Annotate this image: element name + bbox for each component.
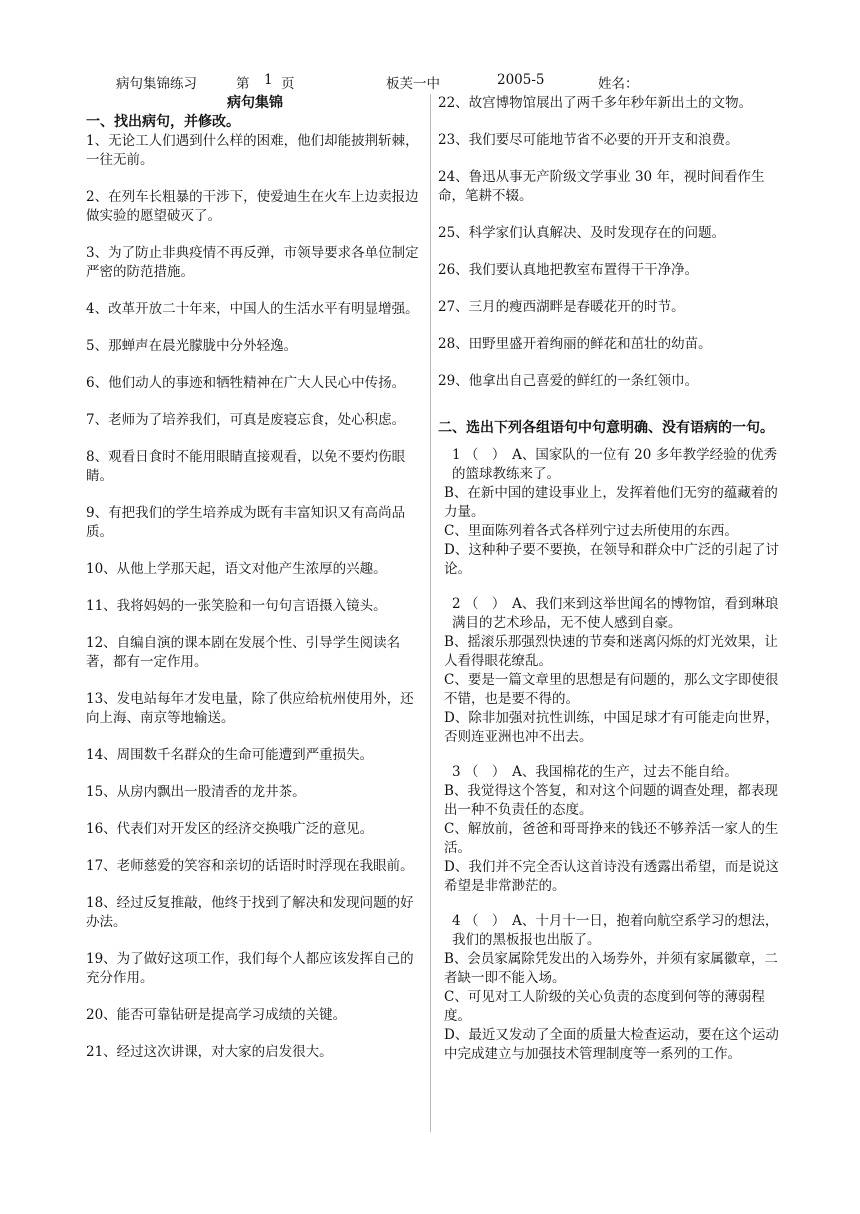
question-item: 20、能否可靠钻研是提高学习成绩的关键。 — [86, 1007, 347, 1023]
mcq-option-c: C、里面陈列着各式各样列宁过去所使用的东西。 — [444, 523, 738, 539]
question-item: 13、发电站每年才发电量，除了供应给杭州使用外，还向上海、南京等地输送。 — [86, 691, 414, 726]
mcq-option-d: D、我们并不完全否认这首诗没有透露出希望，而是说这希望是非常渺茫的。 — [444, 859, 779, 894]
question-item: 19、为了做好这项工作，我们每个人都应该发挥自己的充分作用。 — [86, 951, 414, 986]
mcq-option-d: D、最近又发动了全面的质量大检查运动，要在这个运动中完成建立与加强技术管理制度等一系列的工作。 — [444, 1027, 779, 1062]
page-label: 第 — [236, 76, 250, 92]
question-item: 5、那蝉声在晨光朦胧中分外轻逸。 — [86, 338, 298, 354]
question-item: 27、三月的瘦西湖畔是春暖花开的时节。 — [438, 299, 685, 315]
question-item: 9、有把我们的学生培养成为既有丰富知识又有高尚品质。 — [86, 505, 406, 540]
mcq-group-4 — [438, 912, 784, 1064]
question-item: 2、在列车长粗暴的干涉下，使爱迪生在火车上边卖报边做实验的愿望破灭了。 — [86, 189, 419, 224]
name-label: 姓名： — [598, 76, 639, 92]
question-item: 25、科学家们认真解决、及时发现存在的问题。 — [438, 225, 726, 241]
mcq-option-a: 1 （ ） A、国家队的一位有 20 多年教学经验的优秀的篮球教练来了。 — [452, 447, 778, 482]
mcq-option-b: B、摇滚乐那强烈快速的节奏和迷离闪烁的灯光效果，让人看得眼花缭乱。 — [444, 634, 778, 669]
question-item: 18、经过反复推敲，他终于找到了解决和发现问题的好办法。 — [86, 895, 414, 930]
question-item: 3、为了防止非典疫情不再反弹，市领导要求各单位制定严密的防范措施。 — [86, 245, 419, 280]
mcq-group-3 — [438, 763, 784, 896]
date: 2005-5 — [497, 72, 545, 88]
question-item: 7、老师为了培养我们，可真是废寝忘食，处心积虑。 — [86, 412, 406, 428]
mcq-option-d: D、这种种子要不要换，在领导和群众中广泛的引起了讨论。 — [444, 542, 779, 577]
right-column — [438, 94, 784, 1064]
question-item: 21、经过这次讲课，对大家的启发很大。 — [86, 1044, 333, 1060]
question-item: 26、我们要认真地把教室布置得干干净净。 — [438, 262, 699, 278]
mcq-group-2 — [438, 595, 784, 747]
question-item: 23、我们要尽可能地节省不必要的开开支和浪费。 — [438, 132, 739, 148]
question-item: 6、他们动人的事迹和牺牲精神在广大人民心中传扬。 — [86, 375, 406, 391]
mcq-option-b: B、会员家属除凭发出的入场券外，并须有家属徽章，二者缺一即不能入场。 — [444, 951, 778, 986]
question-item: 8、观看日食时不能用眼睛直接观看，以免不要灼伤眼睛。 — [86, 449, 406, 484]
mcq-option-a: 3 （ ） A、我国棉花的生产，过去不能自给。 — [452, 764, 738, 780]
question-item: 16、代表们对开发区的经济交换哦广泛的意见。 — [86, 821, 374, 837]
page-header — [0, 72, 860, 92]
mcq-option-c: C、解放前，爸爸和哥哥挣来的钱还不够养活一家人的生活。 — [444, 821, 779, 856]
mcq-option-d: D、除非加强对抗性训练，中国足球才有可能走向世界，否则连亚洲也冲不出去。 — [444, 710, 779, 745]
document-title: 病句集锦 — [227, 95, 283, 111]
mcq-option-a: 4 （ ） A、十月十一日，抱着向航空系学习的想法，我们的黑板报也出版了。 — [452, 913, 779, 948]
mcq-option-c: C、要是一篇文章里的思想是有问题的，那么文字即使很不错，也是要不得的。 — [444, 672, 779, 707]
section1-heading: 一、找出病句，并修改。 — [86, 114, 240, 130]
school-name: 板芙一中 — [386, 76, 440, 92]
page-unit: 页 — [281, 76, 295, 92]
question-item: 1、无论工人们遇到什么样的困难，他们却能披荆斩棘，一往无前。 — [86, 133, 419, 168]
mcq-option-a: 2 （ ） A、我们来到这举世闻名的博物馆，看到琳琅满目的艺术珍品，无不使人感到自豪。 — [452, 596, 779, 631]
question-item: 11、我将妈妈的一张笑脸和一句句言语摄入镜头。 — [86, 598, 387, 614]
question-item: 15、从房内飘出一股清香的龙井茶。 — [86, 784, 306, 800]
question-item: 4、改革开放二十年来，中国人的生活水平有明显增强。 — [86, 301, 419, 317]
question-item: 12、自编自演的课本剧在发展个性、引导学生阅读名著，都有一定作用。 — [86, 635, 401, 670]
mcq-option-c: C、可见对工人阶级的关心负责的态度到何等的薄弱程度。 — [444, 989, 765, 1024]
mcq-group-1 — [438, 446, 784, 579]
column-divider — [430, 94, 431, 1132]
section2-heading: 二、选出下列各组语句中句意明确、没有语病的一句。 — [438, 420, 774, 436]
question-item: 24、鲁迅从事无产阶级文学事业 30 年，视时间看作生命，笔耕不辍。 — [438, 169, 765, 204]
worksheet-title: 病句集锦练习 — [116, 76, 197, 92]
question-item: 14、周围数千名群众的生命可能遭到严重损失。 — [86, 747, 374, 763]
mcq-option-b: B、在新中国的建设事业上，发挥着他们无穷的蕴藏着的力量。 — [444, 485, 778, 520]
page-number: 1 — [264, 72, 273, 88]
question-item: 28、田野里盛开着绚丽的鲜花和茁壮的幼苗。 — [438, 336, 712, 352]
mcq-option-b: B、我觉得这个答复，和对这个问题的调查处理，都表现出一种不负责任的态度。 — [444, 783, 778, 818]
question-item: 29、他拿出自己喜爱的鲜红的一条红领巾。 — [438, 373, 699, 389]
question-item: 10、从他上学那天起，语文对他产生浓厚的兴趣。 — [86, 561, 387, 577]
question-item: 17、老师慈爱的笑容和亲切的话语时时浮现在我眼前。 — [86, 858, 414, 874]
left-column — [86, 94, 424, 1080]
question-item: 22、故宫博物馆展出了两千多年秒年新出土的文物。 — [438, 95, 753, 111]
